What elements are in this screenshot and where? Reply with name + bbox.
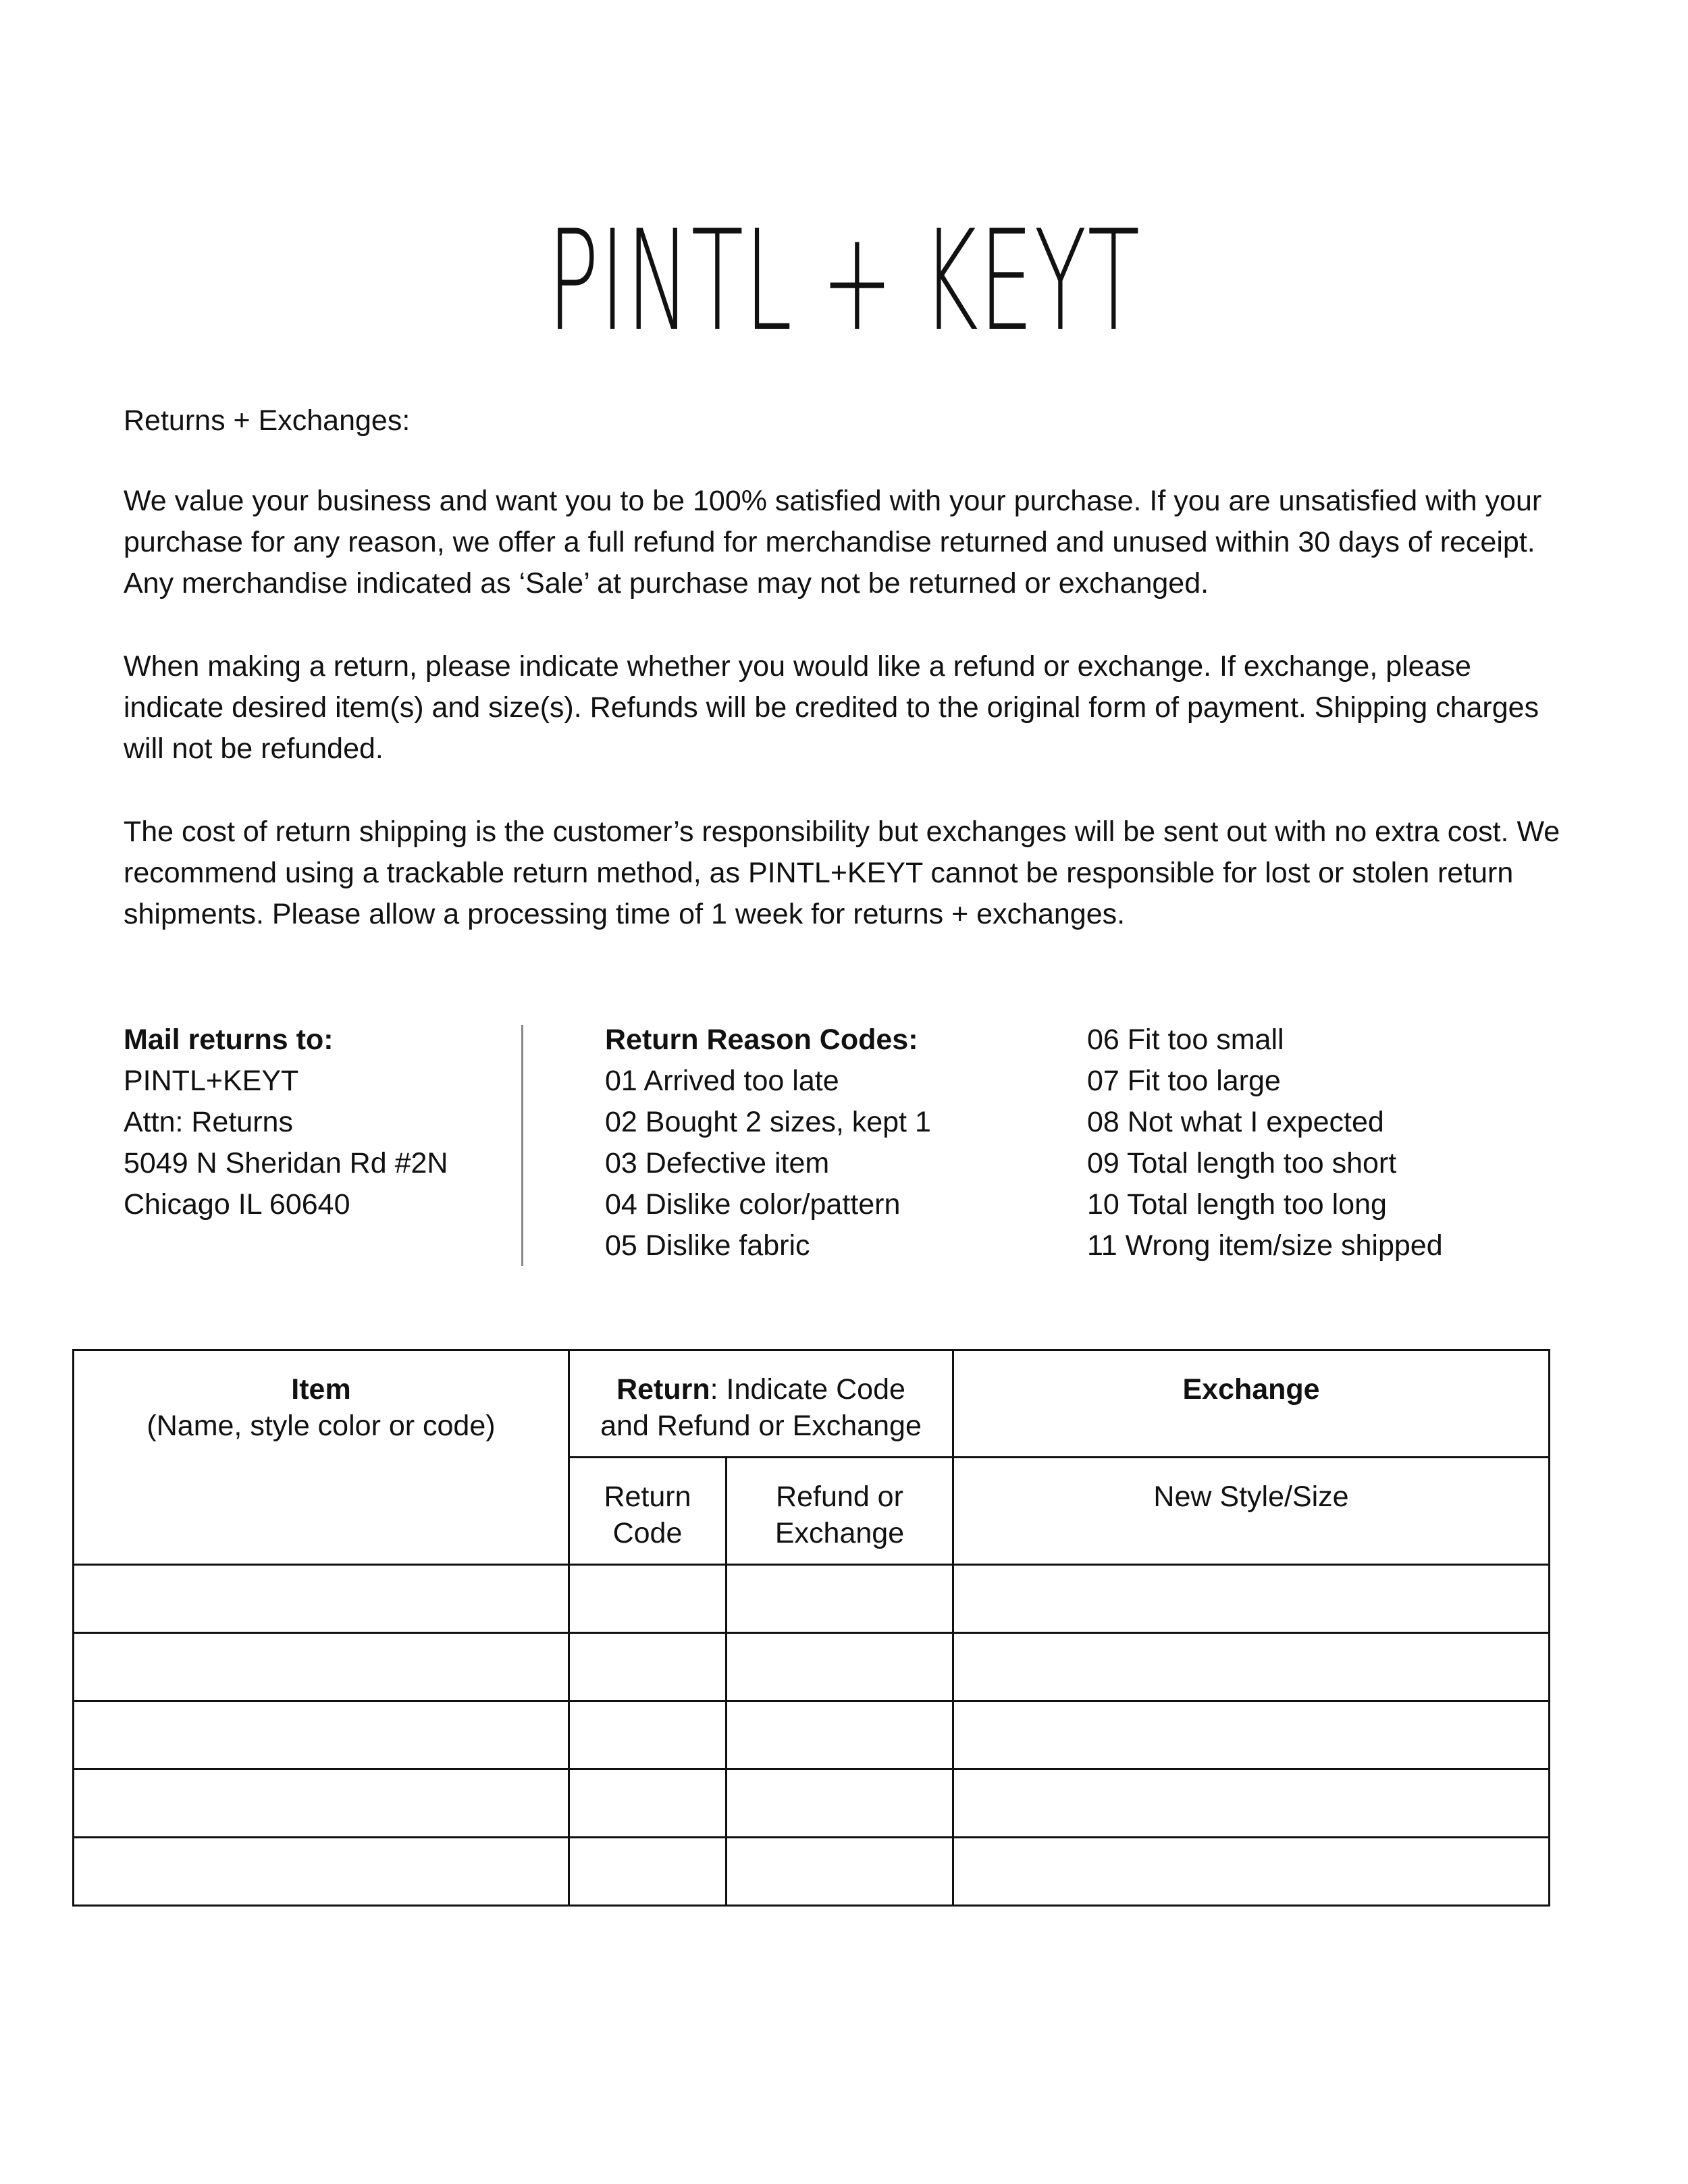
exchange-header [953,1350,1550,1458]
return-code-cell[interactable] [569,1838,727,1906]
policy-paragraph-shipping: The cost of return shipping is the customer’s responsibility but exchanges will be sent out with no extra cost. We recommend using a trackable return method, as PINTL+KEYT cannot be responsible for lost or stolen return shipments. Please allow a processing time of 1 week for returns + exchanges. [124,816,1560,930]
mail-line: Attn: Returns [124,1106,293,1138]
reason-code: 01 Arrived too late [605,1065,839,1097]
reason-codes-column-2 [1087,1019,1443,1267]
reason-code: 11 Wrong item/size shipped [1087,1229,1443,1262]
return-code-cell[interactable] [569,1769,727,1838]
return-code-header [569,1458,727,1565]
return-instruction: : Indicate Code [710,1373,905,1406]
policy-heading: Returns + Exchanges: [124,404,411,437]
new-style-cell[interactable] [953,1633,1550,1701]
refund-exchange-cell[interactable] [727,1565,953,1633]
brand-logo: PINTL + KEYT [547,201,1141,362]
mail-label: Mail returns to: [124,1023,334,1056]
reason-codes-column-1 [605,1019,931,1267]
item-cell[interactable] [74,1769,569,1838]
refund-or-exchange-header [727,1458,953,1565]
new-style-cell[interactable] [953,1769,1550,1838]
item-cell[interactable] [74,1633,569,1701]
mail-address-block [124,1019,448,1225]
new-style-cell[interactable] [953,1838,1550,1906]
return-title: Return [616,1373,710,1406]
item-cell[interactable] [74,1565,569,1633]
reason-code: 03 Defective item [605,1147,830,1179]
refund-label: Refund or [776,1481,903,1513]
column-divider [521,1025,523,1266]
mail-line: Chicago IL 60640 [124,1188,350,1221]
new-style-cell[interactable] [953,1701,1550,1769]
item-cell[interactable] [74,1838,569,1906]
new-style-size-label: New Style/Size [1153,1481,1349,1513]
return-header [569,1350,953,1458]
reason-code: 07 Fit too large [1087,1065,1281,1097]
refund-exchange-cell[interactable] [727,1633,953,1701]
mail-line: 5049 N Sheridan Rd #2N [124,1147,448,1179]
policy-paragraph-refund: We value your business and want you to be 100% satisfied with your purchase. If you are unsatisfied with your purchase for any reason, we offer a full refund for merchandise returned and unused within 30 days of receipt. Any merchandise indicated as ‘Sale’ at purchase may not be returned or exchanged. [124,485,1542,600]
refund-exchange-cell[interactable] [727,1769,953,1838]
refund-exchange-cell[interactable] [727,1838,953,1906]
return-form-table [72,1349,1550,1907]
return-code-label: Return [604,1481,691,1513]
return-code-cell[interactable] [569,1633,727,1701]
new-style-size-header [953,1458,1550,1565]
item-title: Item [291,1373,351,1406]
reason-code: 10 Total length too long [1087,1188,1387,1221]
item-header [74,1350,569,1565]
reason-code: 08 Not what I expected [1087,1106,1384,1138]
mail-line: PINTL+KEYT [124,1065,299,1097]
table-row [74,1769,1550,1838]
item-cell[interactable] [74,1701,569,1769]
new-style-cell[interactable] [953,1565,1550,1633]
refund-label: Exchange [774,1517,905,1549]
policy-paragraph-exchange: When making a return, please indicate whether you would like a refund or exchange. If exchange, please indicate desired item(s) and size(s). Refunds will be credited to the original form of payment. Shipping charges will not be refunded. [124,650,1539,765]
return-code-cell[interactable] [569,1565,727,1633]
reason-code: 06 Fit too small [1087,1023,1284,1056]
table-row [74,1633,1550,1701]
table-row [74,1838,1550,1906]
item-subtitle: (Name, style color or code) [147,1410,496,1442]
table-row [74,1565,1550,1633]
return-code-label: Code [612,1517,683,1549]
refund-exchange-cell[interactable] [727,1701,953,1769]
return-instruction-line2: and Refund or Exchange [600,1410,922,1442]
reason-code: 05 Dislike fabric [605,1229,810,1262]
reason-code: 04 Dislike color/pattern [605,1188,901,1221]
reason-code: 09 Total length too short [1087,1147,1397,1179]
reason-codes-label: Return Reason Codes: [605,1023,918,1056]
exchange-title: Exchange [1182,1373,1320,1406]
table-row [74,1701,1550,1769]
reason-code: 02 Bought 2 sizes, kept 1 [605,1106,931,1138]
return-code-cell[interactable] [569,1701,727,1769]
